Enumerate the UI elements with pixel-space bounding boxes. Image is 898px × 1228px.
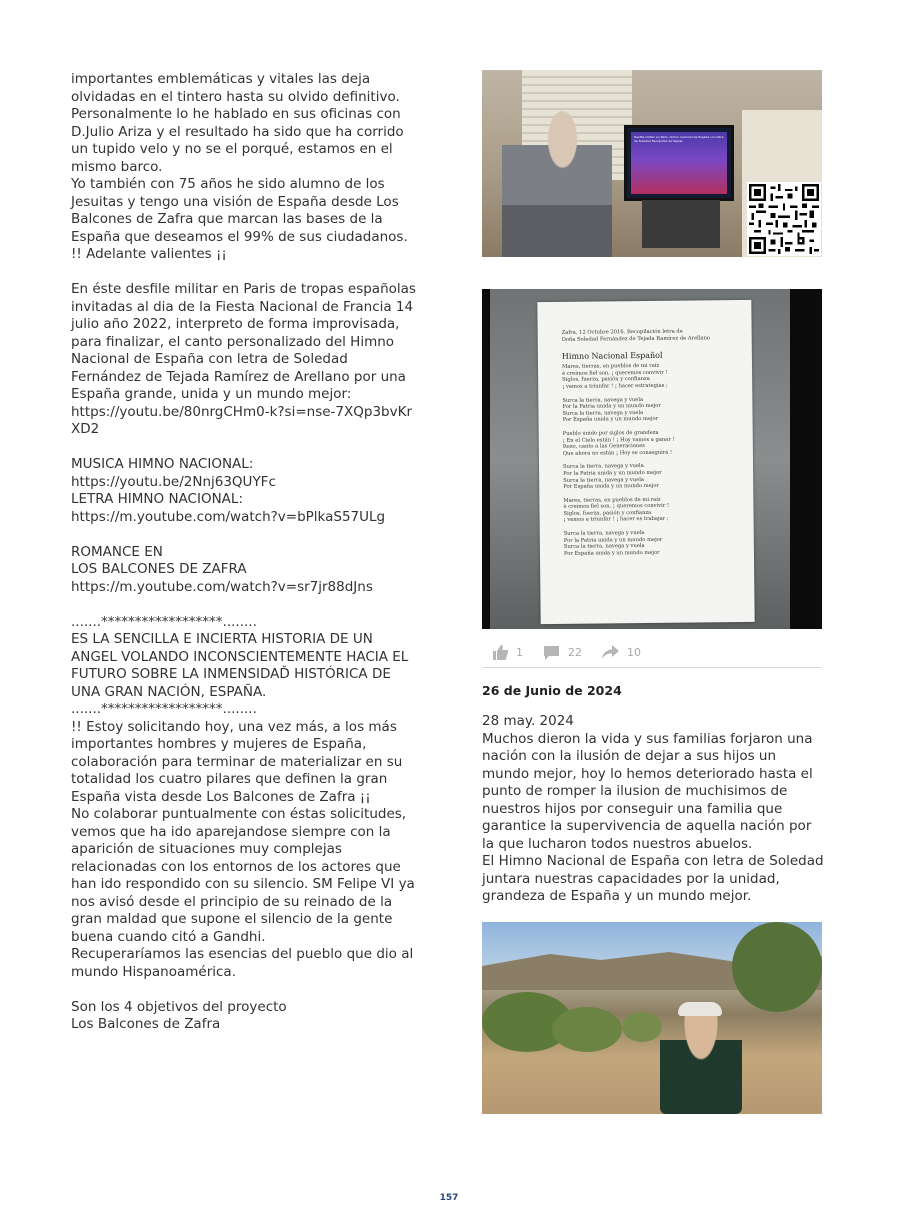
olive-tree: [552, 1007, 622, 1052]
share-arrow-icon: [602, 645, 619, 660]
stanza-line: Mares, tierras, en pueblos de mi raíz: [561, 363, 660, 371]
post-heading: 26 de Junio de 2024: [482, 683, 622, 698]
stanza-line: Surca la tierra, navega y vuela: [563, 530, 645, 537]
post-body-block: [482, 713, 827, 906]
share-stat[interactable]: [602, 645, 641, 660]
paragraph-himno-links: MUSICA HIMNO NACIONAL: https://youtu.be/2Nnj63QUYFc LETRA HIMNO NACIONAL: https://m.youtube.com/watch?v=bPlkaS57ULg: [71, 456, 386, 525]
paper-header-line: Doña Soledad Fernández de Tejada Ramírez de Arellano: [561, 334, 711, 343]
olive-tree: [622, 1012, 662, 1042]
divider: [482, 667, 822, 668]
stanza-line: Que ahora no están ¡ Hoy se conseguirá !: [562, 449, 673, 457]
comment-count: 22: [568, 645, 582, 659]
paper-header-line: Zafra, 12 Octubre 2016. Recopilación letra de: [561, 328, 683, 336]
stanza-line: Rezo, canto a las Generaciones: [562, 443, 645, 450]
stanza-line: è creímos fiel son, ¡ queremos convivir !: [562, 369, 668, 377]
olive-grove-photo: [482, 922, 822, 1114]
stanza-line: ¡ vamos a triunfar ! ¡ hacer es trabajar ;: [563, 516, 669, 524]
seated-man: [502, 110, 612, 257]
anthem-stanzas: [562, 362, 744, 557]
stanza-line: Mares, tierras, en pueblos de mi raíz: [563, 496, 661, 504]
stanza-line: Por España unida y un mundo mejor: [563, 482, 659, 490]
anthem-paper-text: [562, 328, 744, 557]
page-number: 157: [439, 1193, 459, 1203]
stanza-line: Surca la tierra, navega y vuela: [562, 409, 644, 417]
stanza-line: Siglos, fuerza, pasión y confianza: [563, 509, 652, 517]
like-count: 1: [516, 645, 523, 659]
stanza-line: Surca la tierra, navega y vuela: [562, 396, 644, 404]
qr-code[interactable]: [747, 182, 821, 256]
stanza-line: Por España unida y un mundo mejor: [562, 416, 659, 424]
thumbs-up-icon: [492, 645, 508, 660]
comment-stat[interactable]: [543, 645, 582, 660]
paragraph-romance: ROMANCE EN LOS BALCONES DE ZAFRA https://m.youtube.com/watch?v=sr7jr88dJns: [71, 543, 373, 595]
olive-tree: [732, 922, 822, 1012]
stanza-line: Surca la tierra, navega y vuela: [563, 543, 645, 551]
man-portrait: [660, 1002, 742, 1114]
post-body: Muchos dieron la vida y sus familias forjaron una nación con la ilusión de dejar a sus hijos un mundo mejor, hoy lo hemos deteriorado hasta el punto de romper la ilusion de muchisimos de nuestros hijos por conseguir una familia que garantice la supervivencia de aquella nación por la que lucharon todos nuestros abuelos. El Himno Nacional de España con letra de Soledad juntara nuestras capacidades por la unidad, grandeza de España y un mundo mejor.: [482, 730, 824, 904]
stanza-line: è creímos fiel son, ¡ queremos convivir !: [563, 503, 670, 511]
stanza-line: ¡ vamos a triunfar ! ¡ hacer estrategias ;: [562, 382, 668, 390]
post-stats: [492, 642, 661, 662]
like-stat[interactable]: [492, 645, 523, 660]
stanza-line: Surca la tierra, navega y vuela: [563, 463, 644, 471]
stanza-line: Surca la tierra, navega y vuela: [563, 476, 644, 484]
anthem-paper: [537, 300, 754, 624]
tv-stand: [642, 200, 720, 248]
paragraph-desfile: En éste desfile militar en Paris de tropas españolas invitadas al dia de la Fiesta Nacional de Francia 14 julio año 2022, interpreto de forma improvisada, para finalizar, el canto personalizado del Himno Nacional de España con letra de Soledad Fernández de Tejada Ramírez de Arellano por una España grande, unida y un mundo mejor: https://youtu.be/80nrgCHm0-k?si=nse-7XQp3bvKr XD2: [71, 281, 416, 437]
stanza-line: ¡ En el Cielo están ! ¡ Hoy vamos a ganar !: [562, 436, 675, 444]
stanza-line: Siglos, fuerza, pasión y confianza: [562, 376, 650, 384]
stanza-line: Por España unida y un mundo mejor: [563, 549, 660, 557]
living-room-photo: [482, 70, 822, 257]
television: [624, 125, 734, 201]
paragraph-angel-story: .......******************........ ES LA SENCILLA E INCIERTA HISTORIA DE UN ANGEL VOLANDO INCONSCIENTEMENTE HACIA EL FUTURO SOBRE LA INMENSIDAĎ HISTÓRICA DE UNA GRAN NACIÓN, ESPAÑA. .......******************........ !! Estoy solicitando hoy, una vez más, a los más importantes hombres y mujeres de España, colaboración para terminar de materializar en su totalidad los cuatro pilares que definen la gran España vista desde Los Balcones de Zafra ¡¡ No colaborar puntualmente con éstas solicitudes, vemos que ha ido aparejandose siempre con la aparición de situaciones muy complejas relacionadas con los entornos de los actores que han ido respondido con su silencio. SM Felipe VI ya nos avisó desde el principio de su reinado de la gran maldad que supone el silencio de la gente buena cuando citó a Gandhi. Recuperaríamos las esencias del pueblo que dio al mundo Hispanoamérica.: [71, 613, 415, 980]
anthem-document-photo: [482, 289, 822, 629]
stanza-line: Por la Patria unida y un mundo mejor: [563, 536, 663, 544]
anthem-title: Himno Nacional Español: [561, 351, 663, 362]
man-hair: [678, 1002, 722, 1016]
paragraph-intro: importantes emblemáticas y vitales las deja olvidadas en el tintero hasta su olvido definitivo. Personalmente lo he hablado en sus oficinas con D.Julio Ariza y el resultado ha sido que ha corrido un tupido velo y no se el porqué, estamos en el mismo barco. Yo también con 75 años he sido alumno de los Jesuitas y tengo una visión de España desde Los Balcones de Zafra que marcan las bases de la España que deseamos el 99% de sus ciudadanos. !! Adelante valientes ¡¡: [71, 71, 408, 262]
stanza-line: Por la Patria unida y un mundo mejor: [563, 469, 662, 477]
post-date: 28 may. 2024: [482, 713, 574, 729]
paragraph-objetivos: Son los 4 objetivos del proyecto Los Balcones de Zafra: [71, 998, 287, 1032]
tv-caption: Desfile militar en Paris, himno nacional de España con letra de Soledad Fernández de Tejada: [634, 135, 724, 143]
left-column: [71, 71, 421, 1034]
comment-icon: [543, 645, 560, 660]
share-count: 10: [627, 645, 641, 659]
tv-screen: [631, 132, 727, 194]
stanza-line: Pueblo unido por siglos de grandeza: [562, 429, 659, 437]
stanza-line: Por la Patria unida y un mundo mejor: [562, 402, 661, 411]
